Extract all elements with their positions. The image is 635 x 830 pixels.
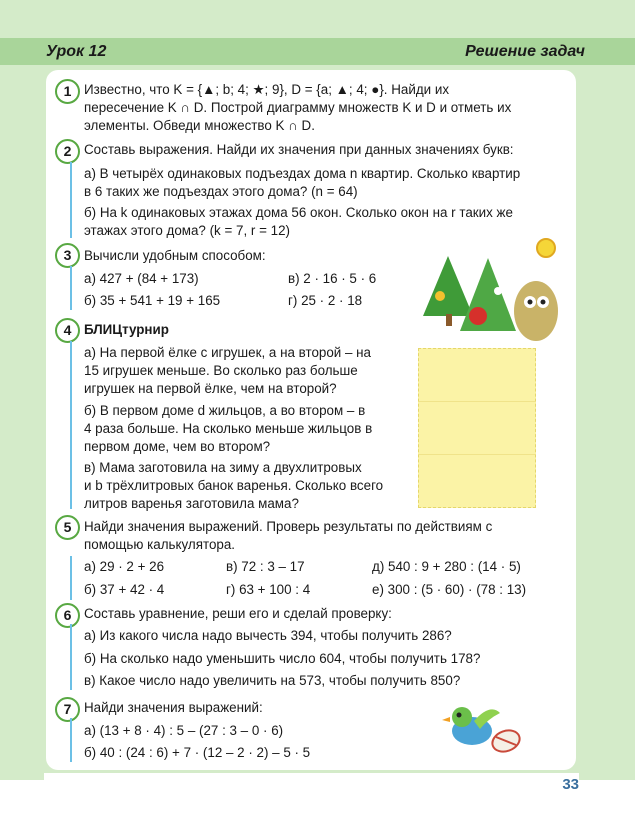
expression: е) 300 : (5 · 60) · (78 : 13) xyxy=(372,582,527,597)
expression: г) 25 · 2 · 18 xyxy=(288,293,363,308)
task-number: 2 xyxy=(55,139,80,164)
task-bar xyxy=(70,266,72,310)
task-text: Известно, что K = {▲; b; 4; ★; 9}, D = {a; ▲; 4; ●}. Найди их xyxy=(84,82,450,97)
ornament-icon xyxy=(469,307,487,325)
lesson-topic: Решение задач xyxy=(465,43,585,60)
task-number: 5 xyxy=(55,515,80,540)
task-text: б) В первом доме d жильцов, а во втором – в xyxy=(84,403,366,418)
lesson-header xyxy=(0,38,635,65)
task-bar xyxy=(70,341,72,509)
expression: в) 72 : 3 – 17 xyxy=(226,559,305,574)
expression: а) 427 + (84 + 173) xyxy=(84,271,199,286)
christmas-trees-illustration xyxy=(418,236,558,348)
top-band xyxy=(0,0,635,38)
task-intro: Найди значения выражений. Проверь результаты по действиям с xyxy=(84,519,493,534)
task-bar xyxy=(70,718,72,762)
expression: в) 2 · 16 · 5 · 6 xyxy=(288,271,377,286)
task-text: 4 раза больше. На сколько меньше жильцов в xyxy=(84,421,373,436)
answer-sticker-area[interactable] xyxy=(418,348,536,508)
task-intro: Найди значения выражений: xyxy=(84,700,263,715)
task-text: б) На k одинаковых этажах дома 56 окон. Сколько окон на r таких же xyxy=(84,205,513,220)
task-bar xyxy=(70,624,72,690)
task-intro: Составь выражения. Найди их значения при данных значениях букв: xyxy=(84,142,514,157)
task-text: элементы. Обведи множество K ∩ D. xyxy=(84,118,315,133)
task-text: этажах этого дома? (k = 7, r = 12) xyxy=(84,223,290,238)
task-number: 7 xyxy=(55,697,80,722)
expression: г) 63 + 100 : 4 xyxy=(226,582,311,597)
task-number: 3 xyxy=(55,243,80,268)
expression: а) (13 + 8 · 4) : 5 – (27 : 3 – 0 · 6) xyxy=(84,723,284,738)
owl-icon xyxy=(514,281,558,341)
expression: б) 35 + 541 + 19 + 165 xyxy=(84,293,221,308)
bird-illustration xyxy=(440,697,530,759)
task-text: пересечение K ∩ D. Построй диаграмму множеств K и D и отметь их xyxy=(84,100,512,115)
task-number: 4 xyxy=(55,318,80,343)
task-bar xyxy=(70,556,72,600)
task-text: 15 игрушек меньше. Во сколько раз больше xyxy=(84,363,358,378)
task-text: а) В четырёх одинаковых подъездах дома n квартир. Сколько квартир xyxy=(84,166,521,181)
page-number: 33 xyxy=(562,776,579,793)
task-intro: Составь уравнение, реши его и сделай проверку: xyxy=(84,606,392,621)
lesson-title: Урок 12 xyxy=(46,43,107,60)
task-intro: помощью калькулятора. xyxy=(84,537,236,552)
task-intro: БЛИЦтурнир xyxy=(84,322,169,337)
sun-icon xyxy=(537,239,555,257)
task-text: игрушек на первой ёлке, чем на второй? xyxy=(84,381,337,396)
task-bar xyxy=(70,162,72,238)
task-text: в) Какое число надо увеличить на 573, чтобы получить 850? xyxy=(84,673,461,688)
expression: б) 37 + 42 · 4 xyxy=(84,582,165,597)
left-margin xyxy=(0,65,44,780)
tree-icon xyxy=(423,256,473,316)
task-text: а) Из какого числа надо вычесть 394, чтобы получить 286? xyxy=(84,628,452,643)
task-text: и b трёхлитровых банок варенья. Сколько всего xyxy=(84,478,384,493)
task-text: в) Мама заготовила на зиму a двухлитровых xyxy=(84,460,362,475)
task-intro: Вычисли удобным способом: xyxy=(84,248,266,263)
expression: б) 40 : (24 : 6) + 7 · (12 – 2 · 2) – 5 · 5 xyxy=(84,745,311,760)
task-text: в 6 таких же подъездах этого дома? (n = 64) xyxy=(84,184,358,199)
expression: д) 540 : 9 + 280 : (14 · 5) xyxy=(372,559,521,574)
task-number: 1 xyxy=(55,79,80,104)
tree-icon xyxy=(460,258,516,331)
right-margin xyxy=(579,65,635,780)
task-text: б) На сколько надо уменьшить число 604, чтобы получить 178? xyxy=(84,651,481,666)
expression: а) 29 · 2 + 26 xyxy=(84,559,165,574)
task-text: а) На первой ёлке c игрушек, а на второй – на xyxy=(84,345,372,360)
task-text: литров варенья заготовила мама? xyxy=(84,496,299,511)
task-number: 6 xyxy=(55,603,80,628)
task-text: первом доме, чем во втором? xyxy=(84,439,271,454)
